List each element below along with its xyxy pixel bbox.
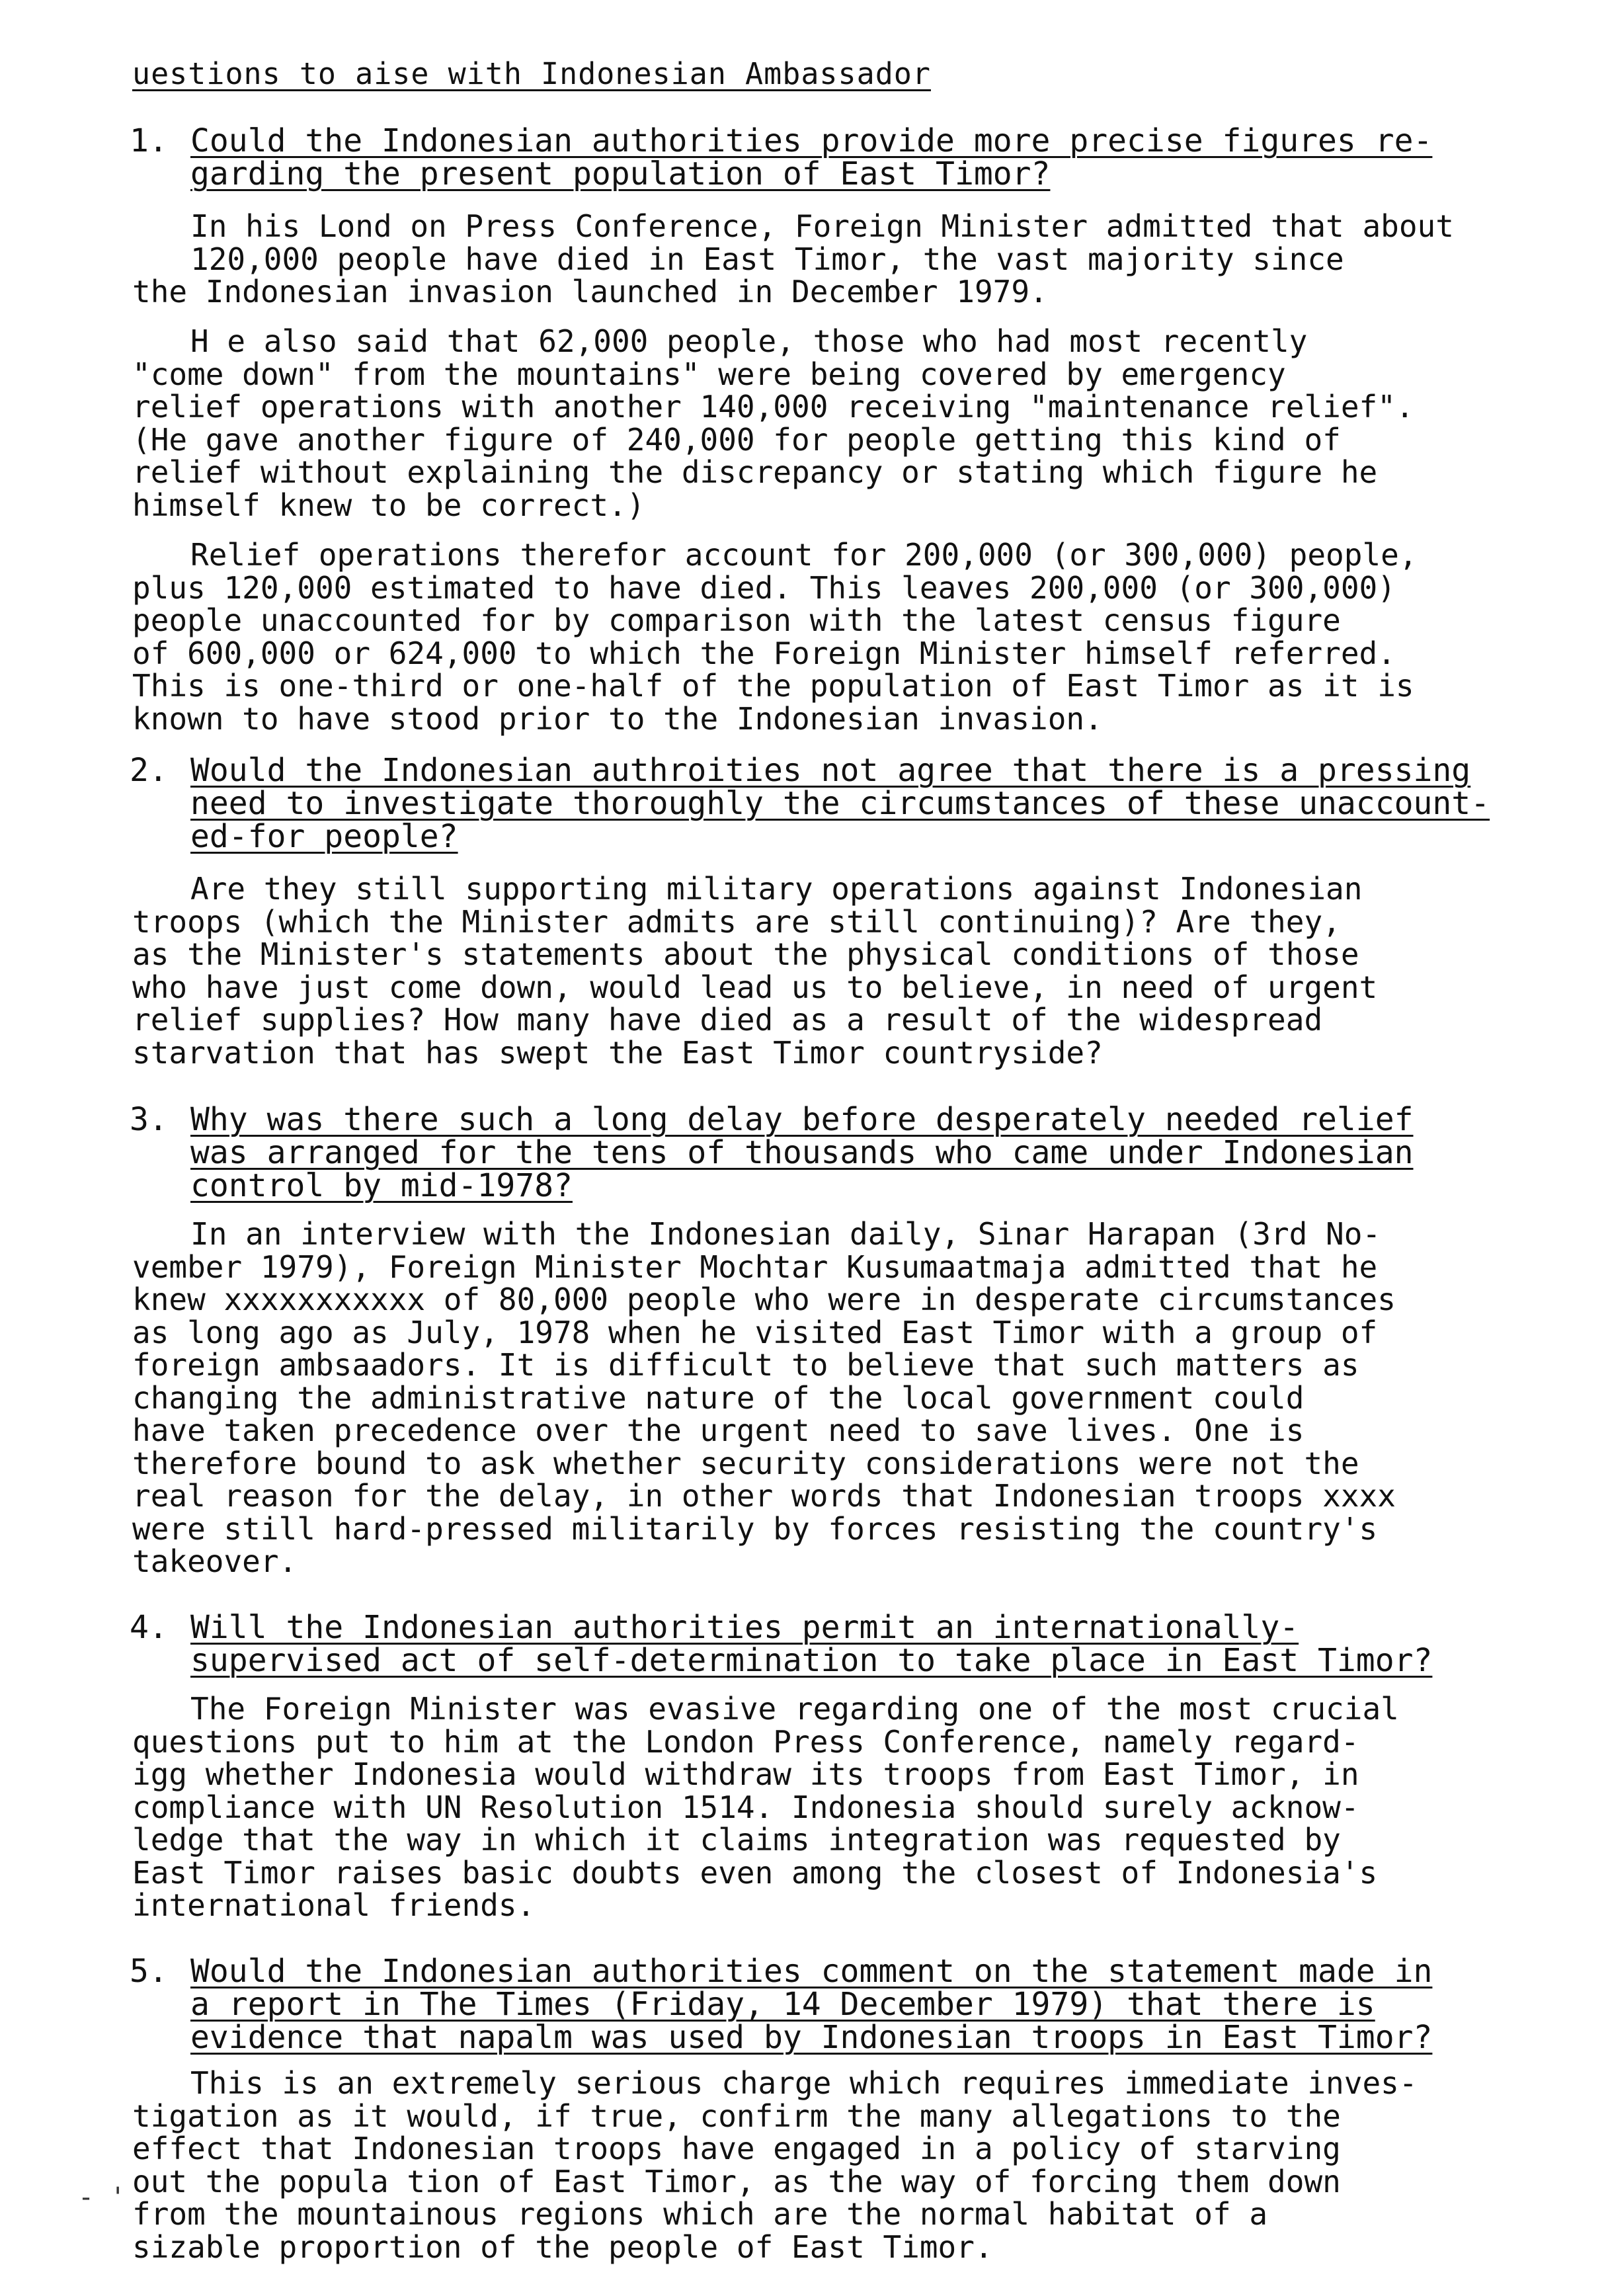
question-line: need to investigate thoroughly the circumstances of these unaccount- [190,785,1490,822]
question-number: 4. [130,1609,168,1646]
question-line: a report in The Times (Friday, 14 December 1979) that there is [190,1986,1375,2023]
paragraph-line: as long ago as July, 1978 when he visited East Timor with a group of [132,1314,1378,1350]
paragraph-line: plus 120,000 estimated to have died. This leaves 200,000 (or 300,000) [132,569,1396,606]
paragraph-line: troops (which the Minister admits are still continuing)? Are they, [132,903,1341,940]
question-line: garding the present population of East Timor? [190,155,1051,192]
paragraph-line: relief without explaining the discrepancy or stating which figure he [132,454,1378,490]
question-line: control by mid-1978? [190,1167,573,1204]
question-number: 2. [130,752,168,789]
paragraph-line: effect that Indonesian troops have engaged in a policy of starving [132,2131,1341,2166]
question-number: 3. [130,1101,168,1138]
question-1 [130,124,1518,197]
paragraph-line: takeover. [132,1543,298,1579]
question-4 [130,1611,1518,1684]
question-line: Why was there such a long delay before desperately needed relief [190,1101,1414,1138]
paragraph-line: igg whether Indonesia would withdraw its troops from East Timor, in [132,1756,1359,1792]
margin-mark: - ' [78,2182,126,2213]
paragraph [132,210,1454,309]
paragraph-line: have taken precedence over the urgent need to save lives. One is [132,1413,1305,1448]
paragraph-line: starvation that has swept the East Timor countryside? [132,1034,1103,1071]
paragraph [132,325,1414,522]
question-line: was arranged for the tens of thousands who came under Indonesian [190,1134,1414,1171]
paragraph-line: real reason for the delay, in other words that Indonesian troops xxxx [132,1478,1396,1514]
paragraph-line: sizable proportion of the people of East Timor. [132,2229,993,2265]
paragraph [132,1218,1396,1578]
question-line: Would the Indonesian authroities not agree that there is a pressing [190,752,1471,789]
paragraph-line: who have just come down, would lead us to believe, in need of urgent [132,969,1378,1005]
paragraph-line: foreign ambsaadors. It is difficult to believe that such matters as [132,1347,1359,1383]
paragraph [132,1693,1399,1922]
question-line: supervised act of self-determination to take place in East Timor? [190,1642,1433,1679]
paragraph-line: The Foreign Minister was evasive regarding one of the most crucial [190,1691,1399,1727]
paragraph [132,539,1418,735]
paragraph-line: Relief operations therefor account for 200,000 (or 300,000) people, [190,537,1418,573]
paragraph-line: out the popula tion of East Timor, as the way of forcing them down [132,2163,1341,2199]
question-line: ed-for people? [190,818,458,855]
question-number: 5. [130,1953,168,1990]
paragraph-line: known to have stood prior to the Indonesian invasion. [132,700,1103,737]
paragraph-line: (He gave another figure of 240,000 for people getting this kind of [132,421,1341,458]
paragraph-line: tigation as it would, if true, confirm the many allegations to the [132,2098,1341,2134]
paragraph-line: compliance with UN Resolution 1514. Indonesia should surely acknow- [132,1789,1359,1825]
paragraph-line: This is one-third or one-half of the population of East Timor as it is [132,668,1414,704]
question-line: evidence that napalm was used by Indonesian troops in East Timor? [190,2019,1433,2056]
paragraph-line: himself knew to be correct.) [132,487,645,523]
question-line: Could the Indonesian authorities provide more precise figures re- [190,122,1433,159]
paragraph-line: were still hard-pressed militarily by forces resisting the country's [132,1510,1378,1547]
paragraph-line: international friends. [132,1887,536,1923]
paragraph-line: In his Lond on Press Conference, Foreign Minister admitted that about [190,208,1454,244]
paragraph-line: Are they still supporting military operations against Indonesian [190,871,1363,907]
paragraph-line: vember 1979), Foreign Minister Mochtar Kusumaatmaja admitted that he [132,1249,1378,1285]
paragraph-line: This is an extremely serious charge which requires immediate inves- [190,2065,1418,2101]
paragraph-line: of 600,000 or 624,000 to which the Foreign Minister himself referred. [132,635,1396,671]
question-5 [130,1955,1518,2061]
paragraph-line: In an interview with the Indonesian daily, Sinar Harapan (3rd No- [190,1216,1381,1252]
question-2 [130,754,1518,860]
question-line: Will the Indonesian authorities permit an internationally- [190,1609,1299,1646]
paragraph-line: people unaccounted for by comparison with the latest census figure [132,602,1341,638]
paragraph-line: from the mountainous regions which are the normal habitat of a [132,2196,1268,2232]
document-title: uestions to aise with Indonesian Ambassador [132,56,931,91]
paragraph-line: H e also said that 62,000 people, those who had most recently [190,323,1308,359]
question-number: 1. [130,122,168,159]
paragraph-line: ledge that the way in which it claims integration was requested by [132,1822,1341,1858]
paragraph-line: East Timor raises basic doubts even among the closest of Indonesia's [132,1854,1378,1891]
paragraph-line: knew xxxxxxxxxxx of 80,000 people who were in desperate circumstances [132,1282,1396,1317]
paragraph-line: "come down" from the mountains" were being covered by emergency [132,356,1286,392]
paragraph [132,2067,1418,2264]
paragraph [132,873,1377,1069]
paragraph-line: the Indonesian invasion launched in December 1979. [132,274,1048,309]
question-line: Would the Indonesian authorities comment on the statement made in [190,1953,1433,1990]
question-3 [130,1103,1518,1209]
paragraph-line: therefore bound to ask whether security considerations were not the [132,1445,1359,1481]
paragraph-line: as the Minister's statements about the physical conditions of those [132,936,1359,972]
paragraph-line: questions put to him at the London Press Conference, namely regard- [132,1723,1359,1760]
paragraph-line: relief operations with another 140,000 receiving "maintenance relief". [132,389,1414,425]
paragraph-line: relief supplies? How many have died as a result of the widespread [132,1002,1323,1038]
paragraph-line: 120,000 people have died in East Timor, the vast majority since [190,241,1344,277]
paragraph-line: changing the administrative nature of the local government could [132,1379,1305,1416]
